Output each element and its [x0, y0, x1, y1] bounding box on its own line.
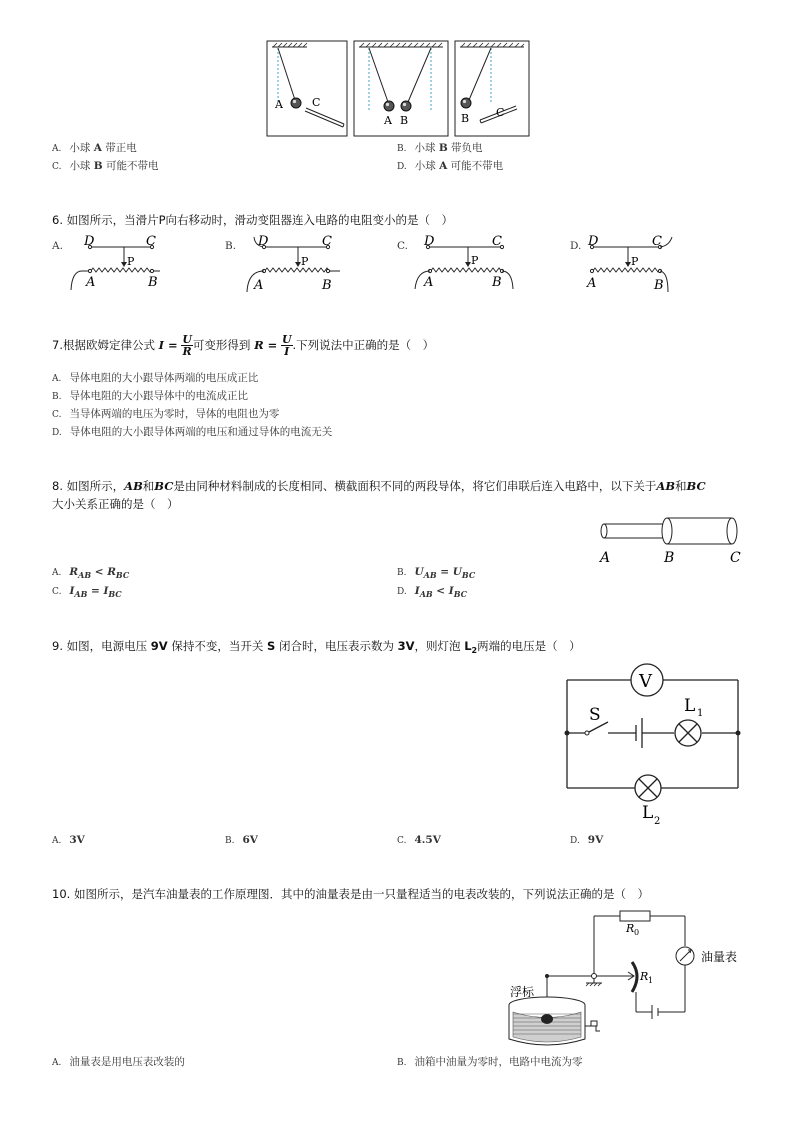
q9-text: 9. 如图，电源电压: [52, 639, 151, 653]
option-text: 导体电阻的大小跟导体两端的电压成正比: [69, 372, 259, 384]
q9-l2-sub: 2: [654, 816, 661, 827]
q9-switch-label: S: [589, 705, 601, 725]
q6-letter-c: C.: [397, 240, 408, 252]
q7-text: .下列说法中正确的是（ ）: [292, 338, 435, 352]
q6d-label-d: D: [588, 234, 599, 249]
q6-letter-a: A.: [52, 240, 63, 252]
q8-stem-line2: 大小关系正确的是（ ）: [52, 497, 179, 511]
q7-eq1-denominator: R: [182, 345, 192, 358]
option-text: 3V: [69, 834, 85, 846]
q6a-label-c: C: [146, 234, 156, 249]
q9-value: 9V: [150, 639, 168, 653]
option-text: 带正电: [101, 142, 137, 154]
q5-option-a: [52, 140, 137, 155]
q5-option-c: [52, 158, 159, 173]
q6c-label-p: P: [471, 254, 479, 267]
option-sub: BC: [115, 570, 130, 580]
q5-figure: [266, 40, 532, 138]
q9-text: 保持不变，当开关: [167, 639, 268, 653]
q6c-label-c: C: [492, 234, 502, 249]
option-sub: AB: [78, 570, 92, 580]
option-text: 可能不带电: [447, 160, 504, 172]
q7-option-b: [52, 388, 248, 403]
option-op: <: [432, 585, 449, 597]
option-text: 4.5V: [414, 834, 441, 846]
q9-lamp-sub: 2: [471, 646, 478, 655]
option-letter: D.: [570, 836, 580, 846]
option-letter: D.: [397, 587, 407, 597]
q6b-label-b: B: [322, 278, 332, 293]
option-sub: BC: [453, 589, 467, 599]
q6b-label-a: A: [254, 278, 264, 293]
q6-rheostat-b: [238, 234, 348, 296]
q7-option-d: [52, 424, 332, 439]
option-var: I: [103, 585, 109, 597]
q6b-label-d: D: [258, 234, 269, 249]
q8-text: 和: [142, 479, 155, 493]
q5-label-c: C: [312, 96, 321, 109]
q9-switch: S: [267, 639, 276, 653]
option-bold: B: [93, 160, 103, 172]
q9-text: ，则灯泡: [414, 639, 465, 653]
q7-option-a: [52, 370, 258, 385]
q6c-label-b: B: [492, 275, 502, 290]
q8-option-b: [397, 566, 475, 580]
q8-label-b: B: [664, 550, 675, 566]
q6-rheostat-a: [66, 234, 166, 294]
option-text: 油箱中油量为零时，电路中电流为零: [414, 1056, 583, 1068]
q5-option-b: [397, 140, 483, 155]
q7-eq2-numerator: U: [281, 333, 292, 346]
q9-text: 两端的电压是（ ）: [477, 639, 581, 653]
q5-label-b2: B: [461, 112, 470, 125]
q10-r1-label: R: [640, 970, 649, 983]
option-letter: A.: [52, 374, 62, 384]
option-letter: C.: [397, 836, 407, 846]
q6a-label-p: P: [127, 255, 135, 268]
q7-eq2-denominator: I: [284, 345, 290, 358]
q6-letter-b: B.: [225, 240, 237, 252]
option-letter: B.: [397, 568, 407, 578]
q5-label-c2: C: [496, 106, 505, 119]
q5-option-d: [397, 158, 503, 173]
option-letter: A.: [52, 836, 62, 846]
q9-value: 3V: [397, 639, 415, 653]
q9-option-a: [52, 834, 85, 846]
q6d-label-b: B: [654, 278, 664, 293]
q9-voltmeter-label: V: [639, 671, 652, 692]
option-sub: BC: [108, 589, 122, 599]
option-text: 导体电阻的大小跟导体中的电流成正比: [69, 390, 248, 402]
q10-option-a: [52, 1054, 185, 1069]
q7-text: 根据欧姆定律公式: [62, 338, 155, 352]
q9-l2-label: L: [642, 803, 654, 823]
option-sub: BC: [461, 570, 476, 580]
option-text: 带负电: [447, 142, 483, 154]
option-letter: A.: [52, 568, 62, 578]
option-var: R: [107, 566, 116, 578]
q8-option-a: [52, 566, 129, 580]
option-letter: B.: [397, 1058, 407, 1068]
q6c-label-a: A: [424, 275, 434, 290]
option-text: 油量表是用电压表改装的: [69, 1056, 185, 1068]
q8-stem-line1: [52, 478, 706, 494]
q10-float-label: 浮标: [510, 985, 535, 999]
option-var: R: [69, 566, 79, 578]
q7-text: 可变形得到: [192, 338, 251, 352]
q9-option-d: [570, 834, 603, 846]
option-sub: AB: [423, 570, 437, 580]
q7-stem: [52, 332, 434, 358]
option-letter: C.: [52, 162, 62, 172]
option-op: =: [436, 566, 453, 578]
q7-option-c: [52, 406, 279, 421]
option-letter: D.: [397, 162, 407, 172]
q8-label-a: A: [600, 550, 611, 566]
option-bold: A: [93, 142, 102, 154]
q10-fuel-gauge-figure: [500, 906, 780, 1052]
q7-number: 7.: [52, 338, 63, 352]
q9-option-c: [397, 834, 441, 846]
q6-rheostat-d: [584, 234, 694, 296]
q6-rheostat-c: [410, 234, 520, 294]
option-var: I: [414, 585, 420, 597]
option-letter: A.: [52, 144, 62, 154]
q9-stem: [52, 638, 581, 655]
option-text: 9V: [587, 834, 604, 846]
option-op: =: [87, 585, 104, 597]
q6-stem: 6. 如图所示，当滑片P向右移动时，滑动变阻器连入电路的电阻变小的是（ ）: [52, 213, 454, 227]
option-text: 小球: [414, 142, 439, 154]
q9-text: 闭合时，电压表示数为: [275, 639, 398, 653]
option-text: 可能不带电: [102, 160, 159, 172]
q8-ab: AB: [656, 479, 676, 493]
q10-r1-sub: 1: [648, 976, 654, 985]
q8-text: 和: [675, 479, 687, 493]
q6b-label-c: C: [322, 234, 332, 249]
q8-ab: AB: [124, 479, 143, 493]
option-letter: C.: [52, 410, 62, 420]
q7-eq2-fraction: [281, 334, 293, 357]
q8-text: 8. 如图所示，: [52, 479, 125, 493]
option-letter: A.: [52, 1058, 62, 1068]
option-text: 当导体两端的电压为零时，导体的电阻也为零: [69, 408, 280, 420]
option-sub: AB: [419, 589, 433, 599]
q8-conductor-figure: [592, 514, 752, 566]
option-letter: B.: [397, 144, 407, 154]
q10-option-b: [397, 1054, 582, 1069]
q5-label-b: B: [400, 114, 409, 127]
q7-eq2-lhs: R =: [254, 338, 278, 352]
q8-option-d: [397, 585, 467, 599]
q6d-label-p: P: [631, 255, 639, 268]
option-sub: AB: [74, 589, 88, 599]
q10-r0-sub: 0: [634, 928, 640, 937]
option-text: 小球: [69, 160, 94, 172]
q8-label-c: C: [730, 550, 741, 566]
option-bold: B: [438, 142, 448, 154]
q6c-label-d: D: [424, 234, 435, 249]
q10-stem: 10. 如图所示，是汽车油量表的工作原理图．其中的油量表是由一只量程适当的电表改装的，下列说法正确的是（ ）: [52, 887, 649, 901]
q8-text: 是由同种材料制成的长度相同、横截面积不同的两段导体，将它们串联后连入电路中，以下关于: [173, 479, 657, 493]
q6d-label-a: A: [587, 276, 597, 291]
q7-eq1-numerator: U: [182, 333, 192, 346]
q9-l1-label: L: [684, 696, 696, 716]
option-var: U: [452, 566, 462, 578]
option-text: 6V: [242, 834, 258, 846]
option-var: I: [448, 585, 454, 597]
q6a-label-b: B: [148, 275, 158, 290]
q9-circuit: [560, 662, 750, 828]
q6a-label-a: A: [86, 275, 96, 290]
q10-gauge-label: 油量表: [701, 950, 738, 964]
q5-label-a: A: [275, 98, 283, 111]
option-text: 小球: [414, 160, 440, 172]
option-letter: B.: [225, 836, 235, 846]
option-var: I: [69, 585, 75, 597]
option-text: 小球: [69, 142, 94, 154]
q8-option-c: [52, 585, 122, 599]
q8-bc: BC: [154, 479, 174, 493]
q6a-label-d: D: [84, 234, 95, 249]
q8-bc: BC: [686, 479, 706, 493]
q6d-label-c: C: [652, 234, 662, 249]
q7-eq1-fraction: [181, 334, 193, 357]
option-text: 导体电阻的大小跟导体两端的电压和通过导体的电流无关: [69, 426, 333, 438]
q9-l1-sub: 1: [697, 708, 704, 719]
q10-r0-label: R: [626, 922, 635, 935]
option-var: U: [414, 566, 424, 578]
option-op: <: [91, 566, 108, 578]
option-letter: B.: [52, 392, 62, 402]
option-bold: A: [439, 160, 448, 172]
option-letter: C.: [52, 587, 62, 597]
q9-lamp: L: [464, 639, 472, 653]
q5-label-a2: A: [384, 114, 392, 127]
q9-option-b: [225, 834, 258, 846]
option-letter: D.: [52, 428, 62, 438]
q6b-label-p: P: [301, 255, 309, 268]
q6-letter-d: D.: [570, 240, 582, 252]
q7-eq1-lhs: I =: [158, 338, 178, 352]
